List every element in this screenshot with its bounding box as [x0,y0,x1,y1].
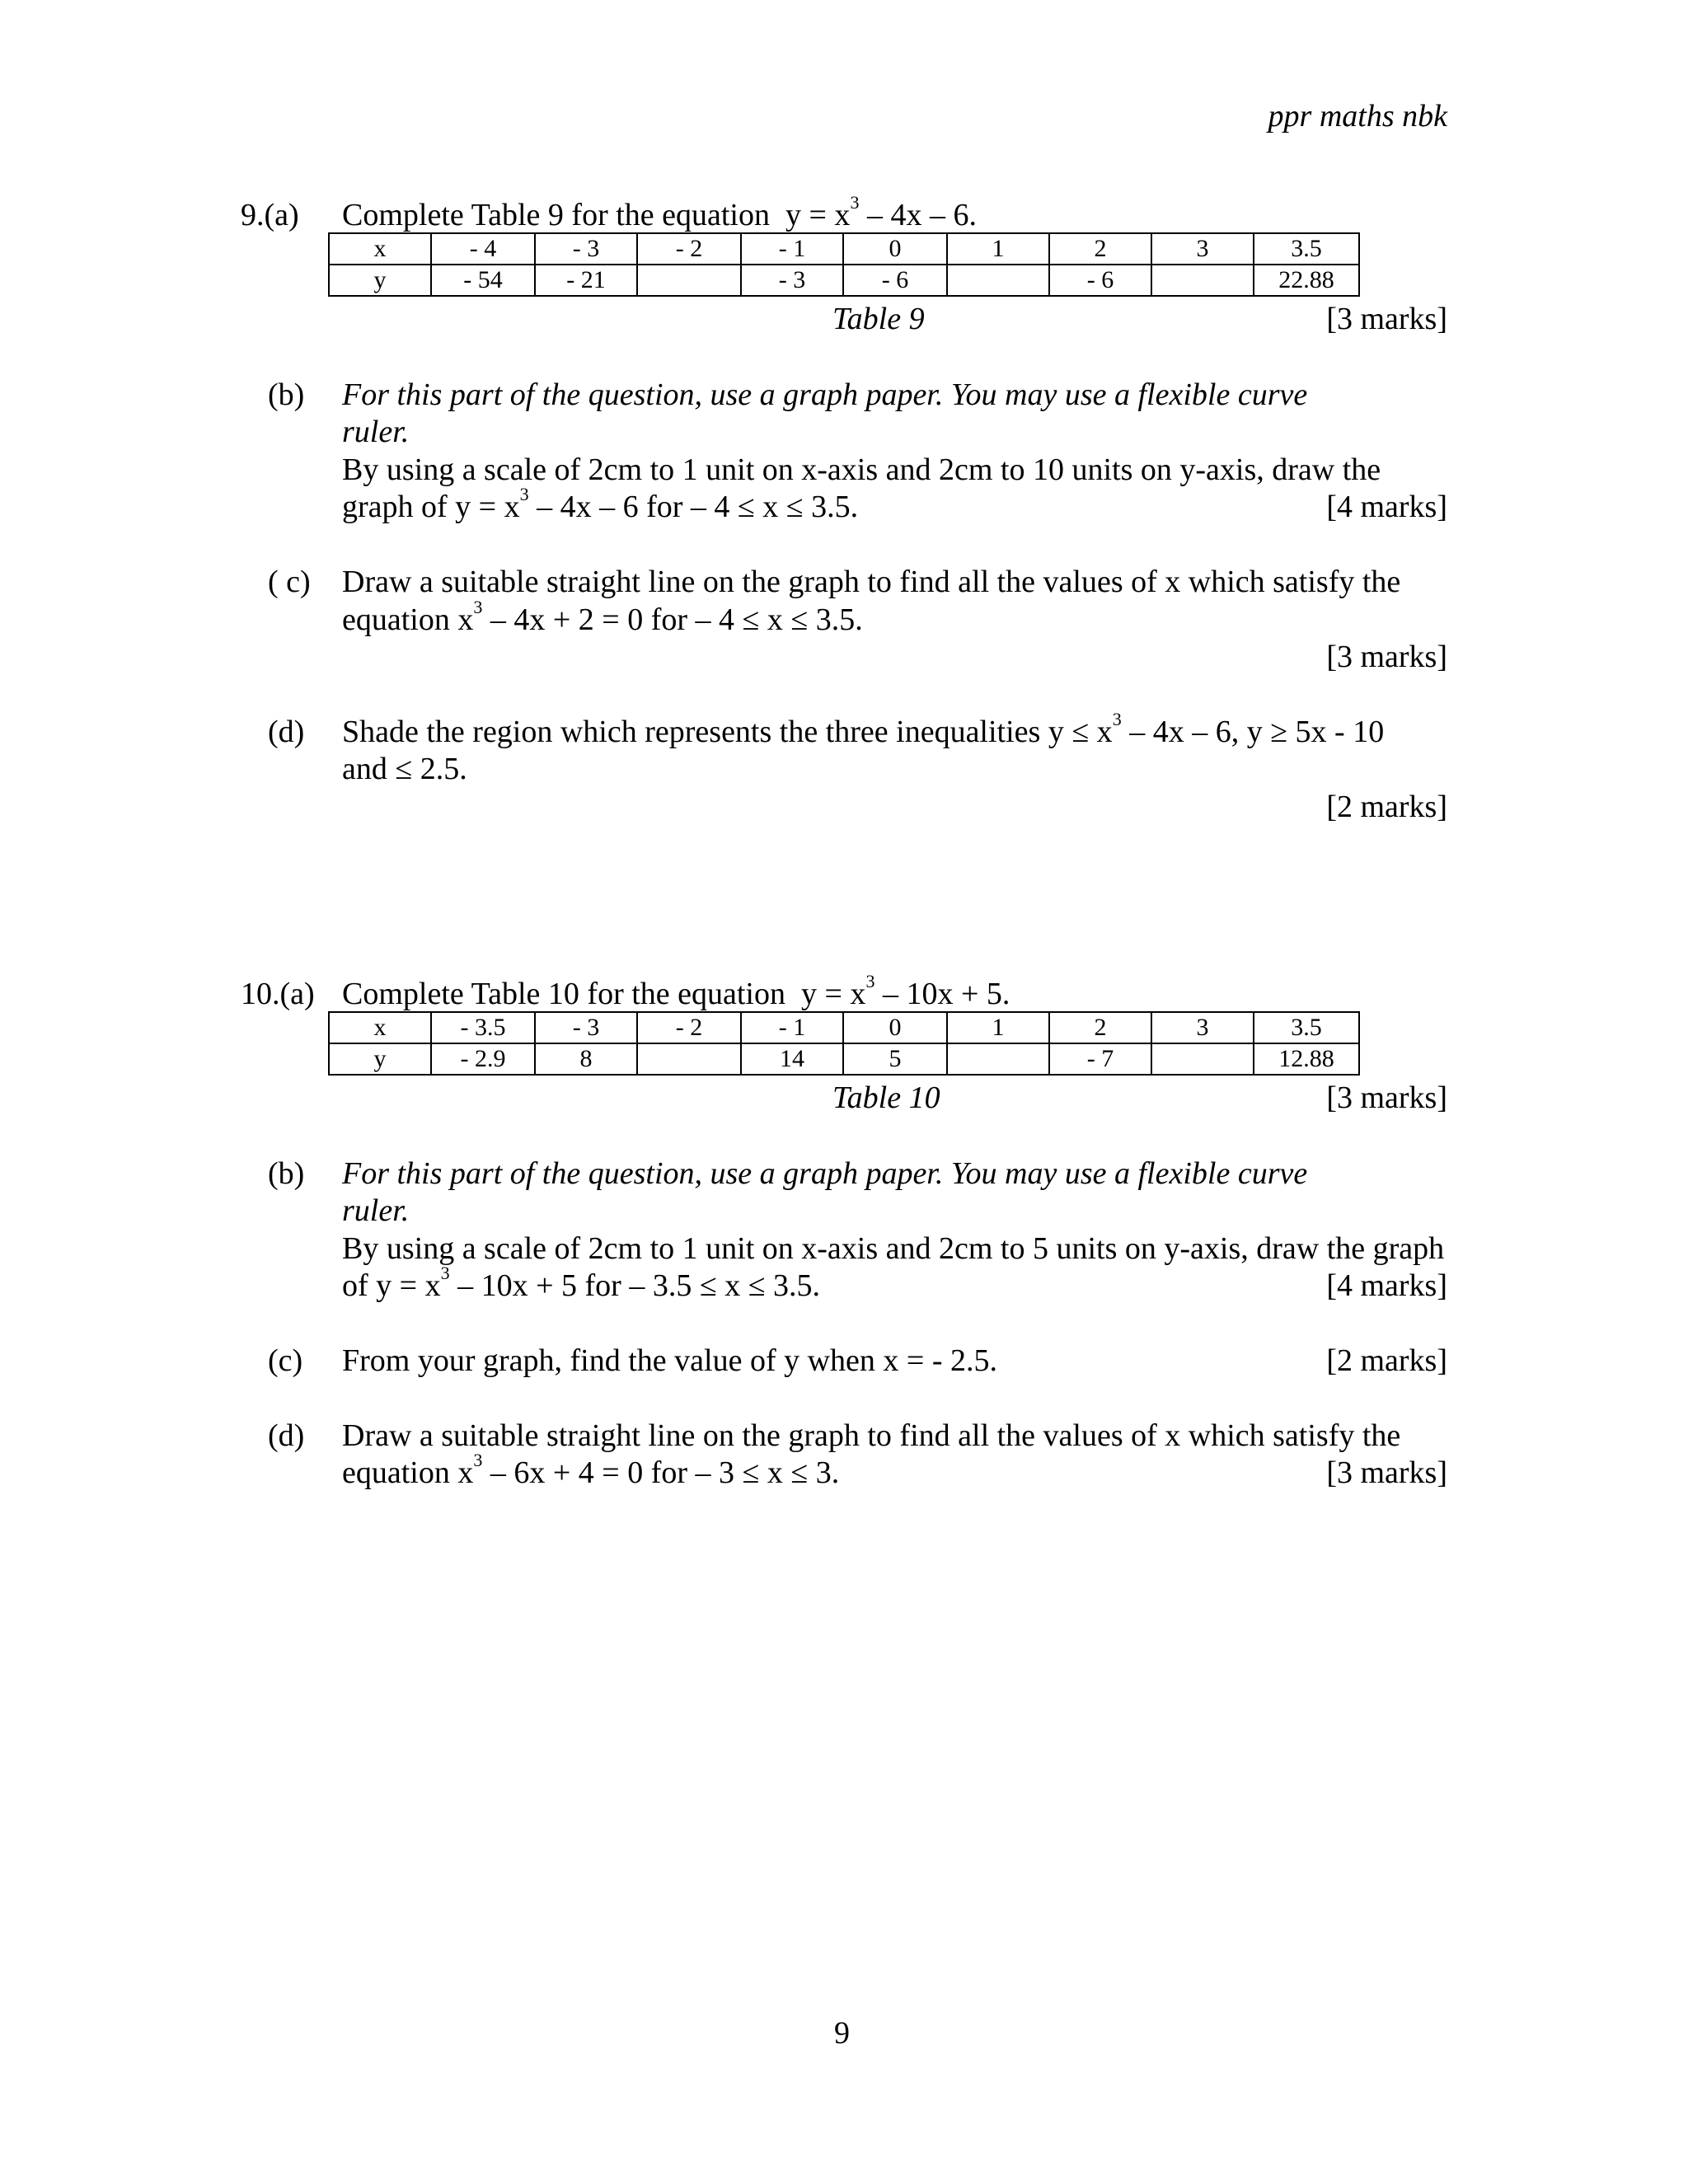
table-cell: - 7 [1049,1043,1151,1075]
table-cell: 1 [947,233,1049,265]
q9-number: 9.(a) [241,198,299,232]
table-cell [1151,1043,1254,1075]
table-cell: 3 [1151,233,1254,265]
table-row [329,1043,1359,1075]
table-cell: 3 [1151,1012,1254,1043]
q9b-marks: [4 marks] [1326,490,1447,524]
table-cell: 2 [1049,1012,1151,1043]
table-row [329,1012,1359,1043]
q9b-line2: ruler. [342,415,410,449]
table-cell [1151,265,1254,296]
table-10 [328,1011,1360,1076]
page-number: 9 [834,2016,850,2050]
q10b-marks: [4 marks] [1326,1268,1447,1303]
q9b-line3: By using a scale of 2cm to 1 unit on x-axis and 2cm to 10 units on y-axis, draw the [342,452,1381,487]
table-9-caption: Table 9 [832,302,925,336]
q10d-label: (d) [268,1418,305,1453]
q10d-line1: Draw a suitable straight line on the graph to find all the values of x which satisfy the [342,1418,1401,1453]
q9a-marks: [3 marks] [1326,302,1447,336]
table-row [329,265,1359,296]
table-cell: - 2.9 [431,1043,535,1075]
q9a-text [342,192,977,234]
table-9 [328,232,1360,297]
q10a-marks: [3 marks] [1326,1080,1447,1115]
table-cell: 5 [843,1043,947,1075]
q9d-line1: Shade the region which represents the three inequalities $y \le x^3 - 4x - 6$, y ≥ 5x - 10 [342,709,1385,749]
table-cell: 1 [947,1012,1049,1043]
q9c-line2: equation $x^3 - 4x + 2 = 0$ for – 4 ≤ x ≤ 3.5. [342,597,863,637]
table-cell: - 21 [535,265,637,296]
table-cell: - 54 [431,265,535,296]
table-cell: - 1 [741,233,843,265]
table-10-caption: Table 10 [832,1080,940,1115]
q10a-lead: Complete Table 10 for the equation [342,977,785,1011]
q9d-marks: [2 marks] [1326,790,1447,824]
table-cell: - 1 [741,1012,843,1043]
table-row [329,233,1359,265]
q9d-label: (d) [268,715,305,749]
table-row-header: x [329,233,431,265]
q10-number: 10.(a) [241,977,315,1011]
q9b-label: (b) [268,377,305,412]
q9c-line1: Draw a suitable straight line on the graph to find all the values of x which satisfy the [342,565,1401,599]
q10b-line3: By using a scale of 2cm to 1 unit on x-axis and 2cm to 5 units on y-axis, draw the graph [342,1231,1445,1266]
table-10-body [329,1012,1359,1075]
table-cell [637,265,741,296]
q9c-marks: [3 marks] [1326,640,1447,674]
q9d-line2: and ≤ 2.5. [342,752,467,786]
table-cell: 3.5 [1254,233,1359,265]
q9c-label: ( c) [268,565,311,599]
table-cell: 0 [843,233,947,265]
q10c-line1: From your graph, find the value of y when x = - 2.5. [342,1343,997,1378]
q10d-line2: equation $x^3 - 6x + 4 = 0$ for – 3 ≤ x ≤ 3. [342,1450,840,1490]
table-row-header: y [329,265,431,296]
table-cell: - 6 [843,265,947,296]
table-cell: - 3 [535,1012,637,1043]
table-cell [947,1043,1049,1075]
q10c-label: (c) [268,1343,303,1378]
table-cell: 0 [843,1012,947,1043]
q10a-equation: $y = x^3 - 10x + 5$. [801,971,1010,1011]
table-row-header: x [329,1012,431,1043]
q10b-label: (b) [268,1156,305,1191]
table-cell: - 3 [741,265,843,296]
table-row-header: y [329,1043,431,1075]
q10d-marks: [3 marks] [1326,1455,1447,1490]
q9a-lead: Complete Table 9 for the equation [342,198,770,232]
q10c-marks: [2 marks] [1326,1343,1447,1378]
table-cell: 12.88 [1254,1043,1359,1075]
q9b-line1: For this part of the question, use a graph paper. You may use a flexible curve [342,377,1308,412]
q10a-text [342,971,1010,1013]
table-9-body [329,233,1359,296]
table-cell: 22.88 [1254,265,1359,296]
table-cell [947,265,1049,296]
q9a-equation: $y = x^3 - 4x - 6$. [785,192,977,232]
table-cell: - 4 [431,233,535,265]
table-cell: - 3.5 [431,1012,535,1043]
table-cell [637,1043,741,1075]
table-cell: - 2 [637,233,741,265]
table-cell: 3.5 [1254,1012,1359,1043]
table-cell: - 3 [535,233,637,265]
table-cell: 14 [741,1043,843,1075]
table-cell: 8 [535,1043,637,1075]
table-cell: - 6 [1049,265,1151,296]
q10b-line4: of $y = x^3 - 10x + 5$ for – 3.5 ≤ x ≤ 3.5. [342,1263,821,1303]
q10b-line1: For this part of the question, use a graph paper. You may use a flexible curve [342,1156,1308,1191]
page-header: ppr maths nbk [1268,99,1447,134]
q9b-line4: graph of $y = x^3 - 4x - 6$ for – 4 ≤ x ≤ 3.5. [342,484,859,524]
table-cell: - 2 [637,1012,741,1043]
q10b-line2: ruler. [342,1193,410,1228]
table-cell: 2 [1049,233,1151,265]
